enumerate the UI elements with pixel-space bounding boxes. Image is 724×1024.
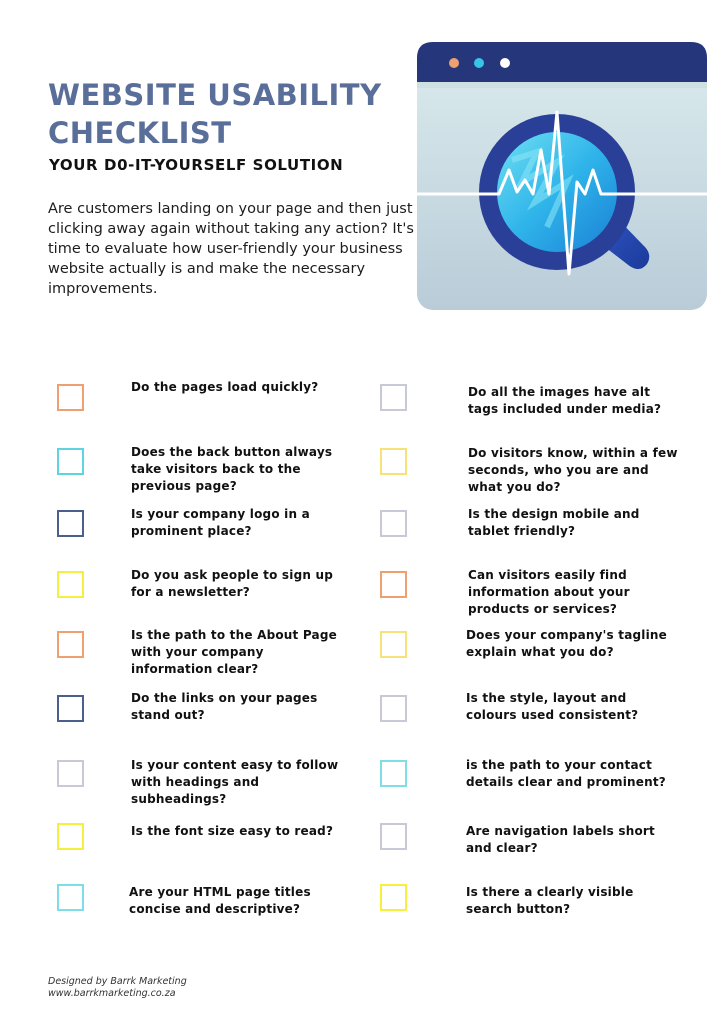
checkbox[interactable] xyxy=(380,760,407,787)
title-line-1: WEBSITE USABILITY xyxy=(48,78,382,112)
checklist-item-label: Is the font size easy to read? xyxy=(131,824,334,838)
browser-window-illustration xyxy=(417,42,707,312)
checklist-item-label: Does the back button always take visitors back to the previous page? xyxy=(131,445,333,493)
footer-designer: Designed by Barrk Marketing xyxy=(48,976,187,987)
checkbox[interactable] xyxy=(380,884,407,911)
magnifier-heartbeat-icon xyxy=(417,42,707,312)
checklist-item-label: Are navigation labels short and clear? xyxy=(466,824,655,855)
window-dot-1 xyxy=(449,58,459,68)
checklist-item-label: Does your company's tagline explain what you do? xyxy=(466,628,668,659)
checkbox[interactable] xyxy=(57,571,84,598)
checkbox[interactable] xyxy=(57,695,84,722)
window-dot-2 xyxy=(474,58,484,68)
window-dot-3 xyxy=(500,58,510,68)
title-line-2: CHECKLIST xyxy=(48,116,232,150)
subtitle: YOUR D0-IT-YOURSELF SOLUTION xyxy=(49,156,344,174)
checklist-item-label: Do the links on your pages stand out? xyxy=(131,691,318,722)
checklist-item-label: Is the style, layout and colours used consistent? xyxy=(466,691,639,722)
checkbox[interactable] xyxy=(380,448,407,475)
intro-paragraph: Are customers landing on your page and then just clicking away again without taking any action? It's time to evaluate how user-friendly your business website actually is and make the necessary improvements. xyxy=(48,201,414,297)
checklist-item-label: is the path to your contact details clear and prominent? xyxy=(466,758,666,789)
checkbox[interactable] xyxy=(380,631,407,658)
checkbox[interactable] xyxy=(57,384,84,411)
checkbox[interactable] xyxy=(380,510,407,537)
footer-credits xyxy=(48,976,187,1000)
checklist-item-label: Are your HTML page titles concise and descriptive? xyxy=(129,885,311,916)
checklist-item-label: Do visitors know, within a few seconds, who you are and what you do? xyxy=(468,446,678,494)
checklist-item-label: Is your company logo in a prominent place? xyxy=(131,507,310,538)
checkbox[interactable] xyxy=(57,760,84,787)
checkbox[interactable] xyxy=(380,384,407,411)
checklist-item-label: Do all the images have alt tags included under media? xyxy=(468,385,662,416)
checkbox[interactable] xyxy=(57,631,84,658)
checkbox[interactable] xyxy=(380,571,407,598)
checklist-item-label: Is the design mobile and tablet friendly? xyxy=(468,507,640,538)
checklist-item-label: Is your content easy to follow with headings and subheadings? xyxy=(131,758,339,806)
checklist-item-label: Is the path to the About Page with your company information clear? xyxy=(131,628,337,676)
checklist-item-label: Do the pages load quickly? xyxy=(131,380,319,394)
page-title xyxy=(48,76,408,152)
checklist-item-label: Do you ask people to sign up for a newsletter? xyxy=(131,568,334,599)
checklist-item-label: Can visitors easily find information about your products or services? xyxy=(468,568,630,616)
checkbox[interactable] xyxy=(57,823,84,850)
checkbox[interactable] xyxy=(57,510,84,537)
checkbox[interactable] xyxy=(380,823,407,850)
checkbox[interactable] xyxy=(57,884,84,911)
checklist-item-label: Is there a clearly visible search button? xyxy=(466,885,634,916)
checkbox[interactable] xyxy=(380,695,407,722)
footer-url: www.barrkmarketing.co.za xyxy=(48,988,176,999)
checkbox[interactable] xyxy=(57,448,84,475)
